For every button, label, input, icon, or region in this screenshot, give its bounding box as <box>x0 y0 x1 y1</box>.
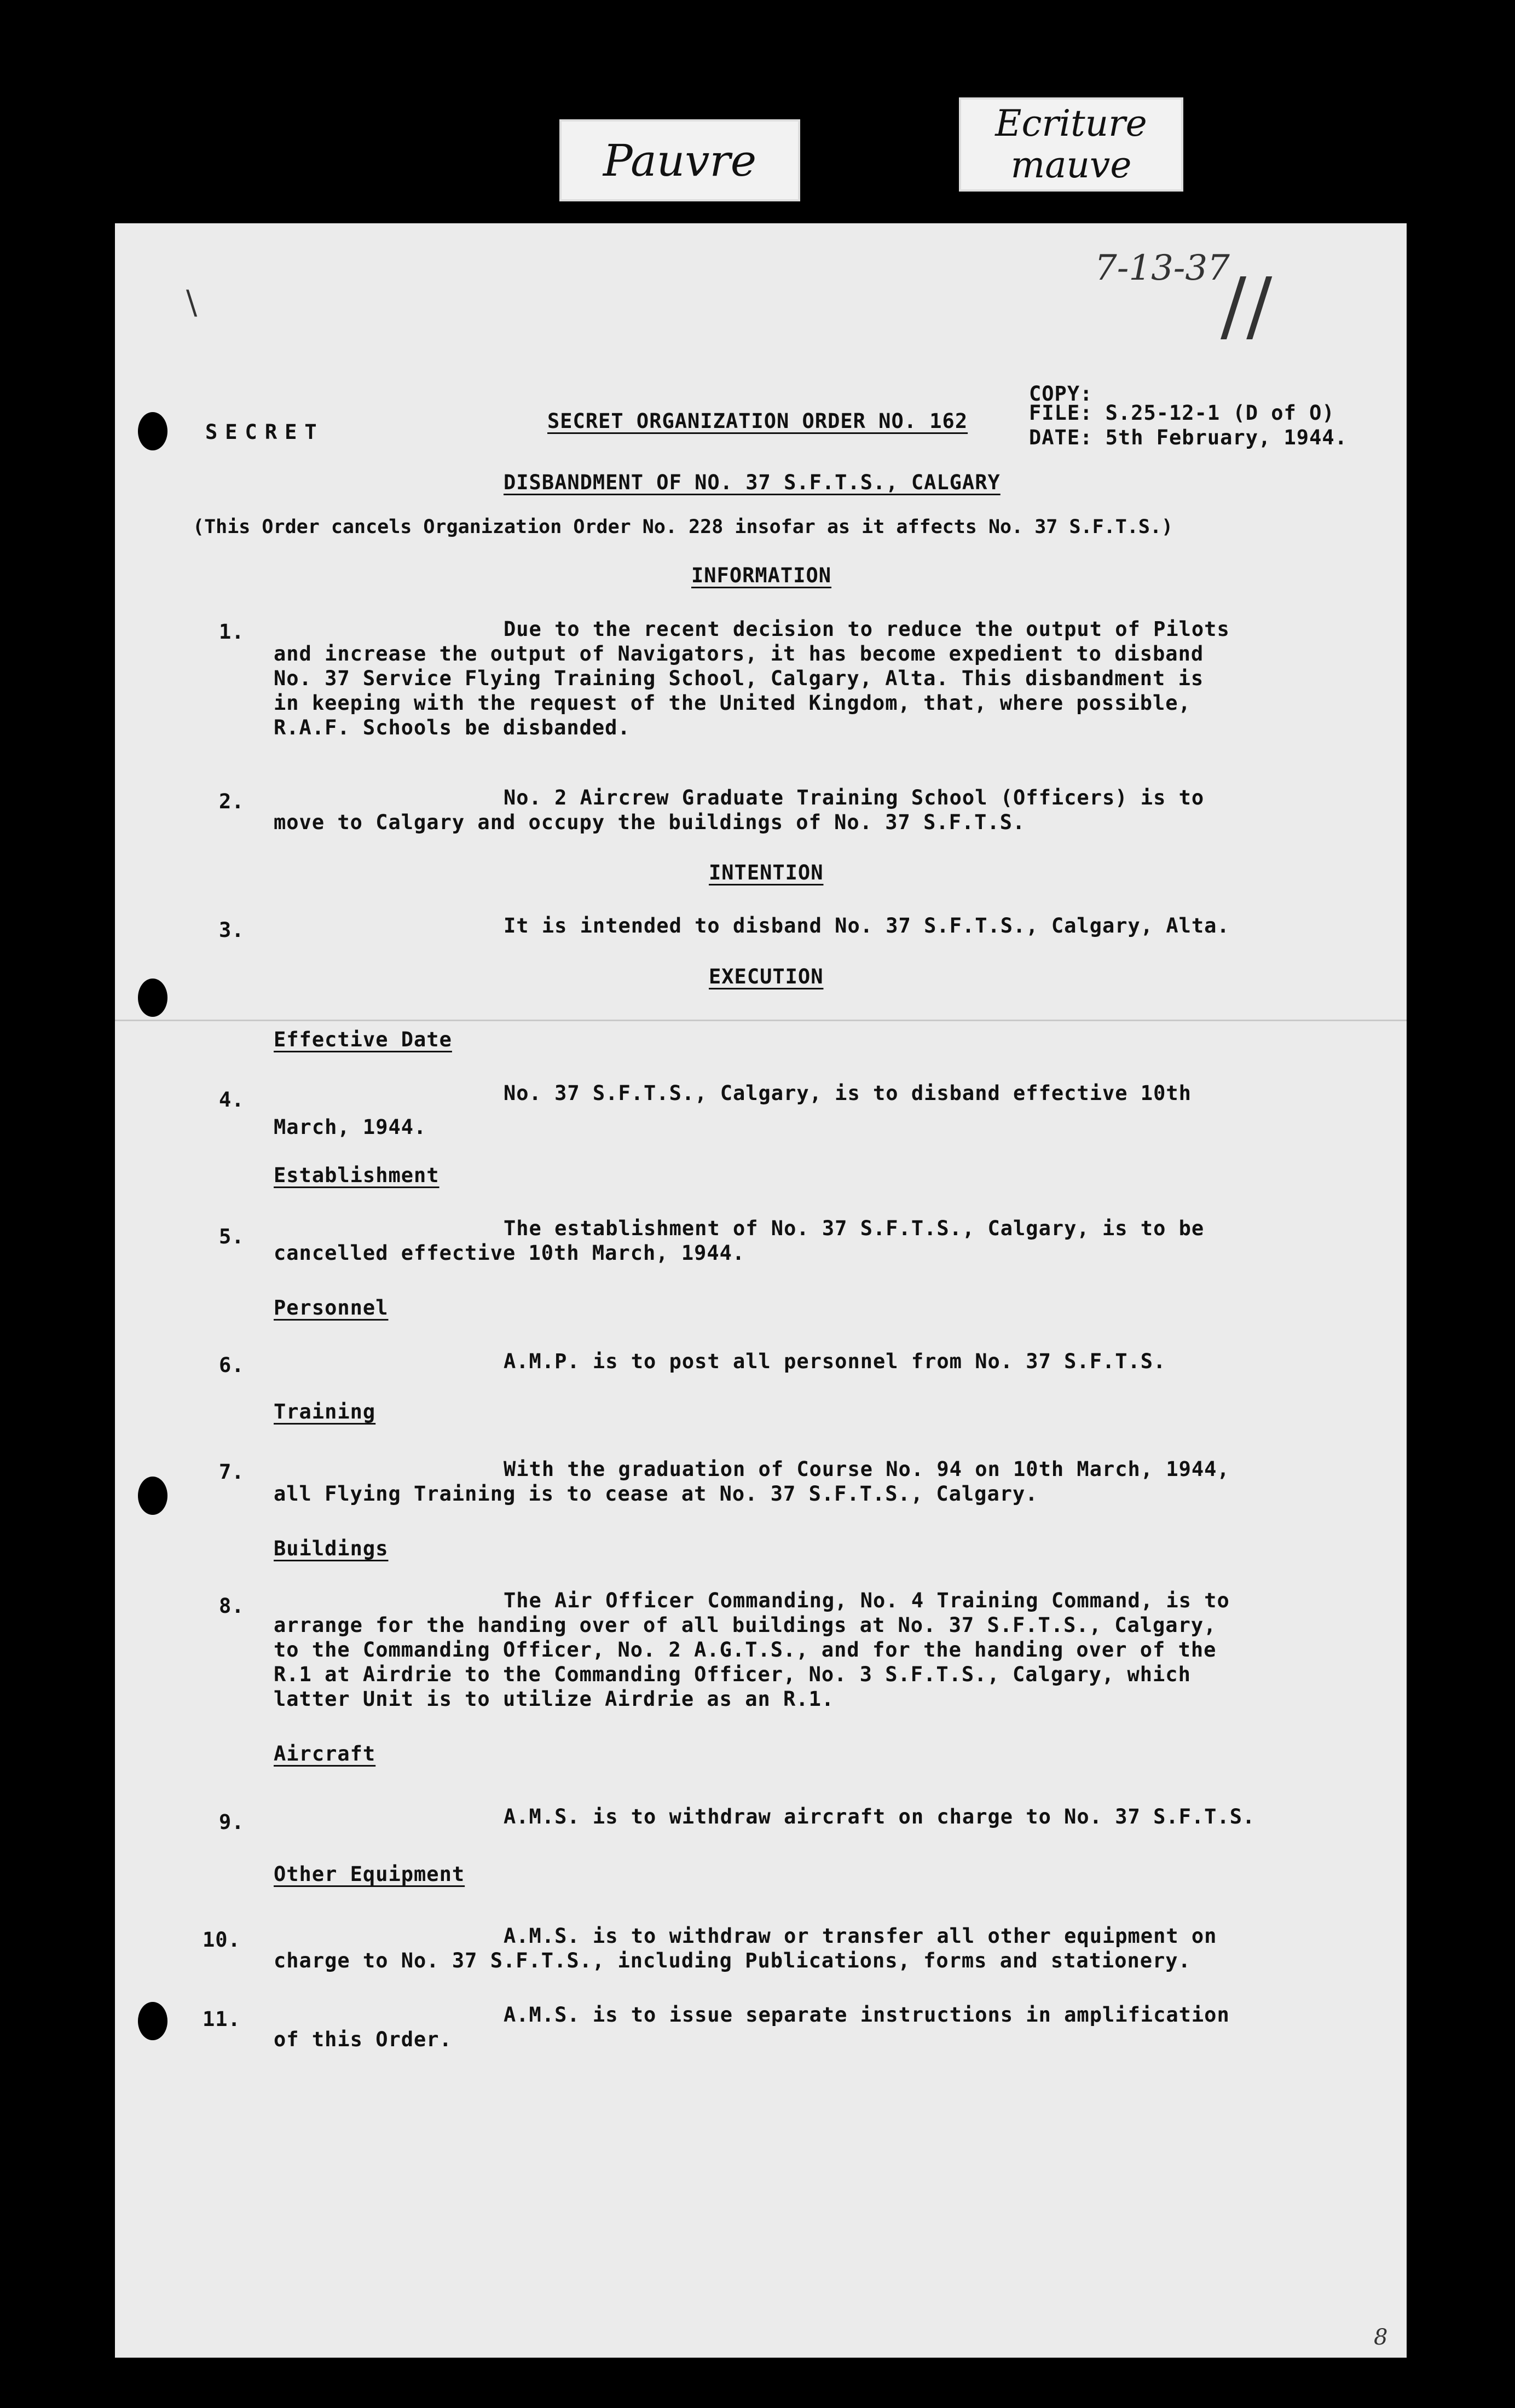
para-1-line-3: No. 37 Service Flying Training School, Calgary, Alta. This disbandment is <box>274 667 1204 690</box>
para-8-line-1: The Air Officer Commanding, No. 4 Training Command, is to <box>504 1589 1230 1612</box>
label-card-right <box>959 97 1183 192</box>
document-date: DATE: 5th February, 1944. <box>1029 426 1348 449</box>
para-1-line-4: in keeping with the request of the United Kingdom, that, where possible, <box>274 691 1191 715</box>
para-1-line-2: and increase the output of Navigators, it has become expedient to disband <box>274 642 1204 665</box>
document-page <box>115 223 1407 2358</box>
label-text-pauvre: Pauvre <box>603 135 757 186</box>
order-subject: DISBANDMENT OF NO. 37 S.F.T.S., CALGARY <box>504 471 1001 494</box>
para-8-line-5: latter Unit is to utilize Airdrie as an R.1. <box>274 1687 835 1711</box>
file-reference: FILE: S.25-12-1 (D of O) <box>1029 401 1335 425</box>
para-1-line-1: Due to the recent decision to reduce the output of Pilots <box>504 617 1230 641</box>
section-intention: INTENTION <box>709 861 824 884</box>
para-4-line-1: No. 37 S.F.T.S., Calgary, is to disband effective 10th <box>504 1081 1192 1105</box>
order-title: SECRET ORGANIZATION ORDER NO. 162 <box>547 409 968 433</box>
label-text-mauve: mauve <box>1010 144 1132 186</box>
para-4-number: 4. <box>219 1088 245 1112</box>
para-11-line-2: of this Order. <box>274 2028 452 2051</box>
para-7-number: 7. <box>219 1460 245 1484</box>
para-8-line-4: R.1 at Airdrie to the Commanding Officer, No. 3 S.F.T.S., Calgary, which <box>274 1663 1191 1686</box>
para-10-line-1: A.M.S. is to withdraw or transfer all other equipment on <box>504 1924 1217 1948</box>
para-11-line-1: A.M.S. is to issue separate instructions in amplification <box>504 2003 1230 2027</box>
section-execution: EXECUTION <box>709 965 824 988</box>
para-8-line-2: arrange for the handing over of all buildings at No. 37 S.F.T.S., Calgary, <box>274 1613 1217 1637</box>
punch-hole-bottom <box>138 2002 167 2040</box>
para-7-line-2: all Flying Training is to cease at No. 37 S.F.T.S., Calgary. <box>274 1482 1038 1506</box>
para-5-line-2: cancelled effective 10th March, 1944. <box>274 1241 745 1265</box>
punch-hole-lower <box>138 1477 167 1515</box>
para-1-line-5: R.A.F. Schools be disbanded. <box>274 716 631 739</box>
para-11-number: 11. <box>203 2007 241 2031</box>
heading-establishment: Establishment <box>274 1164 440 1187</box>
para-9-line-1: A.M.S. is to withdraw aircraft on charge to No. 37 S.F.T.S. <box>504 1805 1256 1828</box>
para-7-line-1: With the graduation of Course No. 94 on 10th March, 1944, <box>504 1457 1230 1481</box>
heading-aircraft: Aircraft <box>274 1742 376 1766</box>
heading-personnel: Personnel <box>274 1296 389 1319</box>
classification-marking: SECRET <box>205 420 325 444</box>
handwritten-ref: 7-13-37 <box>1095 248 1230 288</box>
para-4-line-2: March, 1944. <box>274 1115 427 1139</box>
fold-line <box>115 1020 1407 1021</box>
para-1-number: 1. <box>219 620 245 644</box>
para-6-line-1: A.M.P. is to post all personnel from No. 37 S.F.T.S. <box>504 1350 1166 1373</box>
para-3-number: 3. <box>219 918 245 942</box>
para-9-number: 9. <box>219 1810 245 1834</box>
heading-effective-date: Effective Date <box>274 1028 452 1051</box>
punch-hole-top <box>138 412 167 450</box>
para-6-number: 6. <box>219 1353 245 1377</box>
section-information: INFORMATION <box>691 564 832 587</box>
handwritten-page-number: 8 <box>1374 2325 1388 2350</box>
punch-hole-middle <box>138 979 167 1017</box>
para-5-number: 5. <box>219 1225 245 1248</box>
para-8-number: 8. <box>219 1594 245 1618</box>
heading-buildings: Buildings <box>274 1537 389 1560</box>
label-card-left <box>559 119 800 201</box>
para-8-line-3: to the Commanding Officer, No. 2 A.G.T.S., and for the handing over of the <box>274 1638 1217 1662</box>
para-5-line-1: The establishment of No. 37 S.F.T.S., Calgary, is to be <box>504 1217 1205 1240</box>
handwritten-mark: // <box>1221 262 1273 351</box>
handwritten-tick: \ <box>186 283 198 322</box>
label-text-ecriture: Ecriture <box>995 102 1147 144</box>
copy-label: COPY: <box>1029 382 1093 406</box>
heading-training: Training <box>274 1400 376 1423</box>
para-10-line-2: charge to No. 37 S.F.T.S., including Publications, forms and stationery. <box>274 1949 1191 1972</box>
para-2-number: 2. <box>219 790 245 813</box>
para-3-line-1: It is intended to disband No. 37 S.F.T.S., Calgary, Alta. <box>504 914 1230 937</box>
para-10-number: 10. <box>203 1928 241 1952</box>
heading-other-equipment: Other Equipment <box>274 1862 465 1886</box>
cancels-note: (This Order cancels Organization Order No. 228 insofar as it affects No. 37 S.F.T.S.) <box>193 516 1173 538</box>
para-2-line-1: No. 2 Aircrew Graduate Training School (Officers) is to <box>504 786 1205 809</box>
para-2-line-2: move to Calgary and occupy the buildings of No. 37 S.F.T.S. <box>274 811 1026 834</box>
